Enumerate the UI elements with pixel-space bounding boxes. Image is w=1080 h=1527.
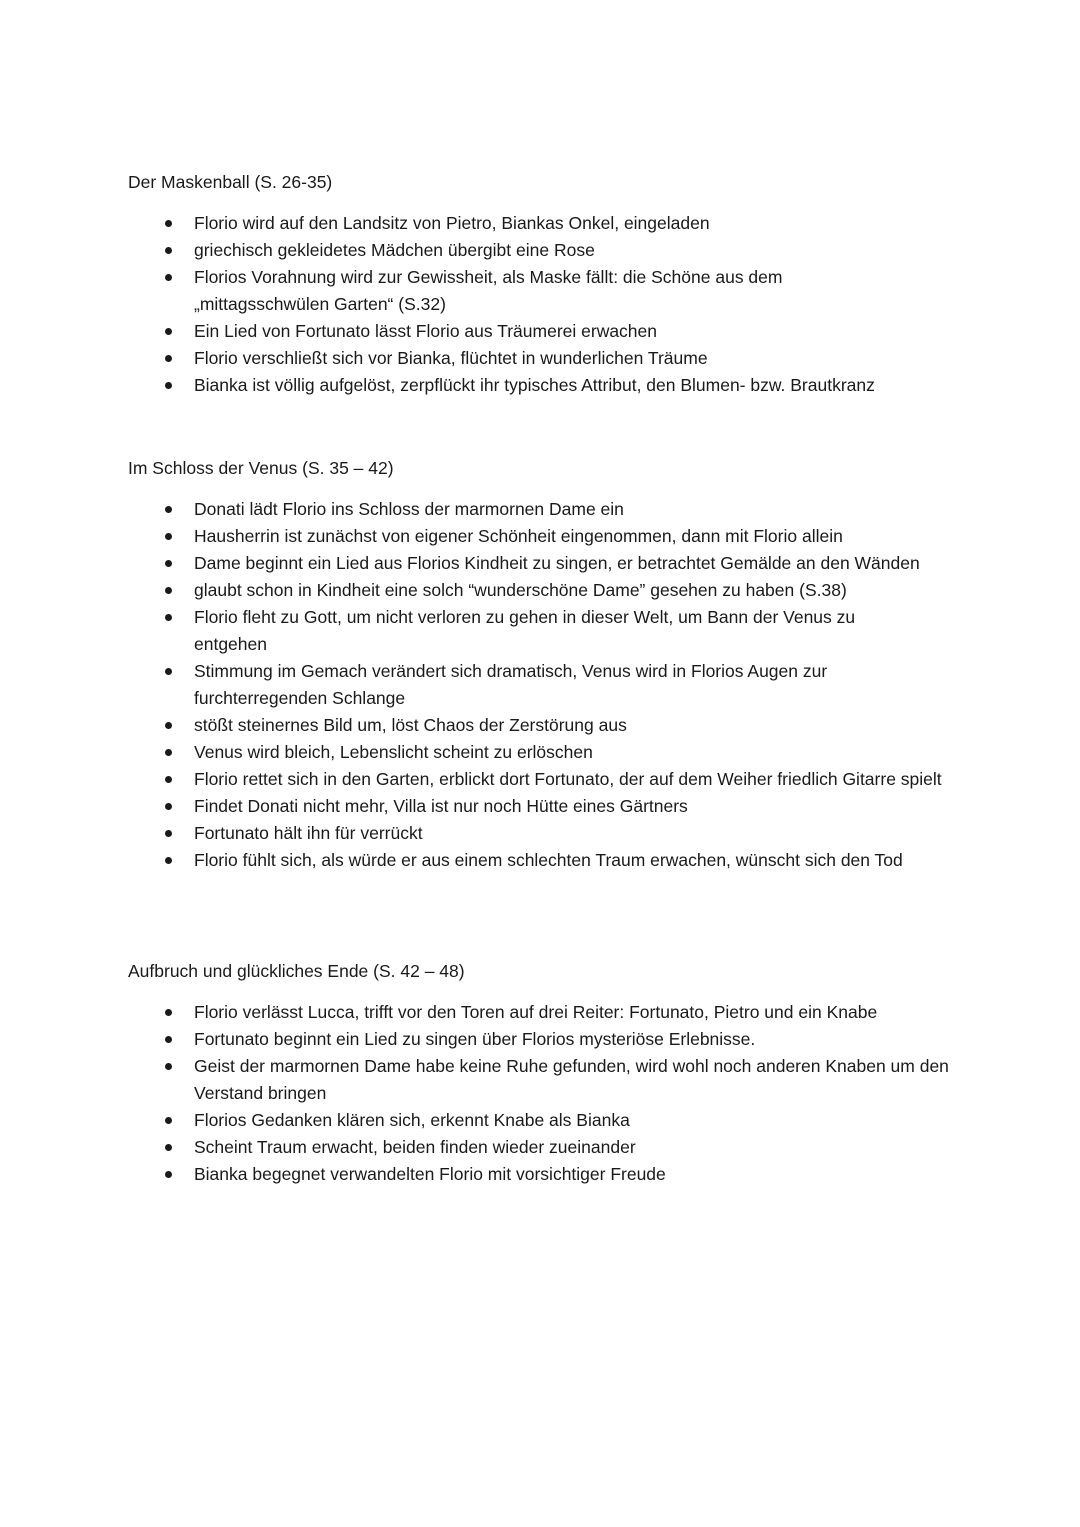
- list-item: [128, 766, 968, 793]
- section-heading: Der Maskenball (S. 26-35): [128, 172, 333, 192]
- bullet-icon: [165, 830, 172, 837]
- bullet-icon: [165, 1144, 172, 1151]
- bullet-icon: [165, 587, 172, 594]
- list-item: [128, 372, 968, 399]
- list-item: [128, 496, 968, 523]
- bullet-icon: [165, 749, 172, 756]
- list-item: [128, 1107, 968, 1134]
- list-item: [128, 264, 968, 318]
- list-item: [128, 523, 968, 550]
- bullet-icon: [165, 355, 172, 362]
- bullet-icon: [165, 220, 172, 227]
- list-item-text: Fortunato hält ihn für verrückt: [194, 823, 423, 843]
- bullet-list: [128, 496, 968, 874]
- list-item-text: Hausherrin ist zunächst von eigener Schönheit eingenommen, dann mit Florio allein: [194, 526, 843, 546]
- bullet-icon: [165, 776, 172, 783]
- bullet-icon: [165, 1063, 172, 1070]
- list-item: [128, 318, 968, 345]
- list-item-text: Findet Donati nicht mehr, Villa ist nur noch Hütte eines Gärtners: [194, 796, 688, 816]
- list-item-text: Bianka begegnet verwandelten Florio mit vorsichtiger Freude: [194, 1164, 666, 1184]
- bullet-list: [128, 999, 968, 1188]
- bullet-icon: [165, 1171, 172, 1178]
- list-item-text: stößt steinernes Bild um, löst Chaos der Zerstörung aus: [194, 715, 627, 735]
- list-item-text: glaubt schon in Kindheit eine solch “wunderschöne Dame” gesehen zu haben (S.38): [194, 580, 847, 600]
- list-item: [128, 1134, 968, 1161]
- list-item-text: Ein Lied von Fortunato lässt Florio aus Träumerei erwachen: [194, 321, 658, 341]
- list-item-text: Venus wird bleich, Lebenslicht scheint zu erlöschen: [194, 742, 593, 762]
- list-item-text: Stimmung im Gemach verändert sich dramatisch, Venus wird in Florios Augen zur furchterregenden Schlange: [194, 661, 828, 708]
- list-item: [128, 739, 968, 766]
- bullet-icon: [165, 722, 172, 729]
- list-item-text: Bianka ist völlig aufgelöst, zerpflückt ihr typisches Attribut, den Blumen- bzw. Brautkranz: [194, 375, 875, 395]
- list-item: [128, 999, 968, 1026]
- section-heading: Im Schloss der Venus (S. 35 – 42): [128, 458, 394, 478]
- bullet-icon: [165, 1117, 172, 1124]
- list-item-text: Donati lädt Florio ins Schloss der marmornen Dame ein: [194, 499, 624, 519]
- list-item: [128, 847, 968, 874]
- list-item: [128, 604, 968, 658]
- section-maskenball: [128, 169, 968, 399]
- bullet-icon: [165, 614, 172, 621]
- list-item-text: Florios Vorahnung wird zur Gewissheit, als Maske fällt: die Schöne aus dem „mittagsschwülen Garten“ (S.32): [194, 267, 783, 314]
- list-item: [128, 793, 968, 820]
- section-schloss-der-venus: [128, 455, 968, 874]
- list-item-text: Florio verlässt Lucca, trifft vor den Toren auf drei Reiter: Fortunato, Pietro und ein Knabe: [194, 1002, 878, 1022]
- bullet-icon: [165, 560, 172, 567]
- bullet-list: [128, 210, 968, 399]
- list-item-text: Florio rettet sich in den Garten, erblickt dort Fortunato, der auf dem Weiher friedlich Gitarre spielt: [194, 769, 942, 789]
- section-heading: Aufbruch und glückliches Ende (S. 42 – 48): [128, 961, 465, 981]
- list-item: [128, 1161, 968, 1188]
- list-item: [128, 712, 968, 739]
- list-item-text: Fortunato beginnt ein Lied zu singen über Florios mysteriöse Erlebnisse.: [194, 1029, 756, 1049]
- list-item-text: Scheint Traum erwacht, beiden finden wieder zueinander: [194, 1137, 636, 1157]
- bullet-icon: [165, 274, 172, 281]
- list-item-text: Florio fleht zu Gott, um nicht verloren zu gehen in dieser Welt, um Bann der Venus zu entgehen: [194, 607, 856, 654]
- list-item: [128, 577, 968, 604]
- bullet-icon: [165, 382, 172, 389]
- bullet-icon: [165, 668, 172, 675]
- list-item-text: Florios Gedanken klären sich, erkennt Knabe als Bianka: [194, 1110, 630, 1130]
- bullet-icon: [165, 328, 172, 335]
- list-item-text: Florio fühlt sich, als würde er aus einem schlechten Traum erwachen, wünscht sich den Tod: [194, 850, 903, 870]
- list-item-text: Dame beginnt ein Lied aus Florios Kindheit zu singen, er betrachtet Gemälde an den Wänden: [194, 553, 920, 573]
- list-item-text: Geist der marmornen Dame habe keine Ruhe gefunden, wird wohl noch anderen Knaben um den Verstand bringen: [194, 1056, 949, 1103]
- bullet-icon: [165, 247, 172, 254]
- bullet-icon: [165, 803, 172, 810]
- list-item: [128, 210, 968, 237]
- list-item: [128, 1053, 968, 1107]
- list-item: [128, 237, 968, 264]
- list-item: [128, 345, 968, 372]
- bullet-icon: [165, 1036, 172, 1043]
- bullet-icon: [165, 1009, 172, 1016]
- bullet-icon: [165, 857, 172, 864]
- section-aufbruch: [128, 958, 968, 1188]
- list-item-text: Florio wird auf den Landsitz von Pietro, Biankas Onkel, eingeladen: [194, 213, 710, 233]
- list-item-text: Florio verschließt sich vor Bianka, flüchtet in wunderlichen Träume: [194, 348, 708, 368]
- list-item: [128, 820, 968, 847]
- list-item: [128, 1026, 968, 1053]
- list-item-text: griechisch gekleidetes Mädchen übergibt eine Rose: [194, 240, 595, 260]
- list-item: [128, 550, 968, 577]
- list-item: [128, 658, 968, 712]
- bullet-icon: [165, 506, 172, 513]
- bullet-icon: [165, 533, 172, 540]
